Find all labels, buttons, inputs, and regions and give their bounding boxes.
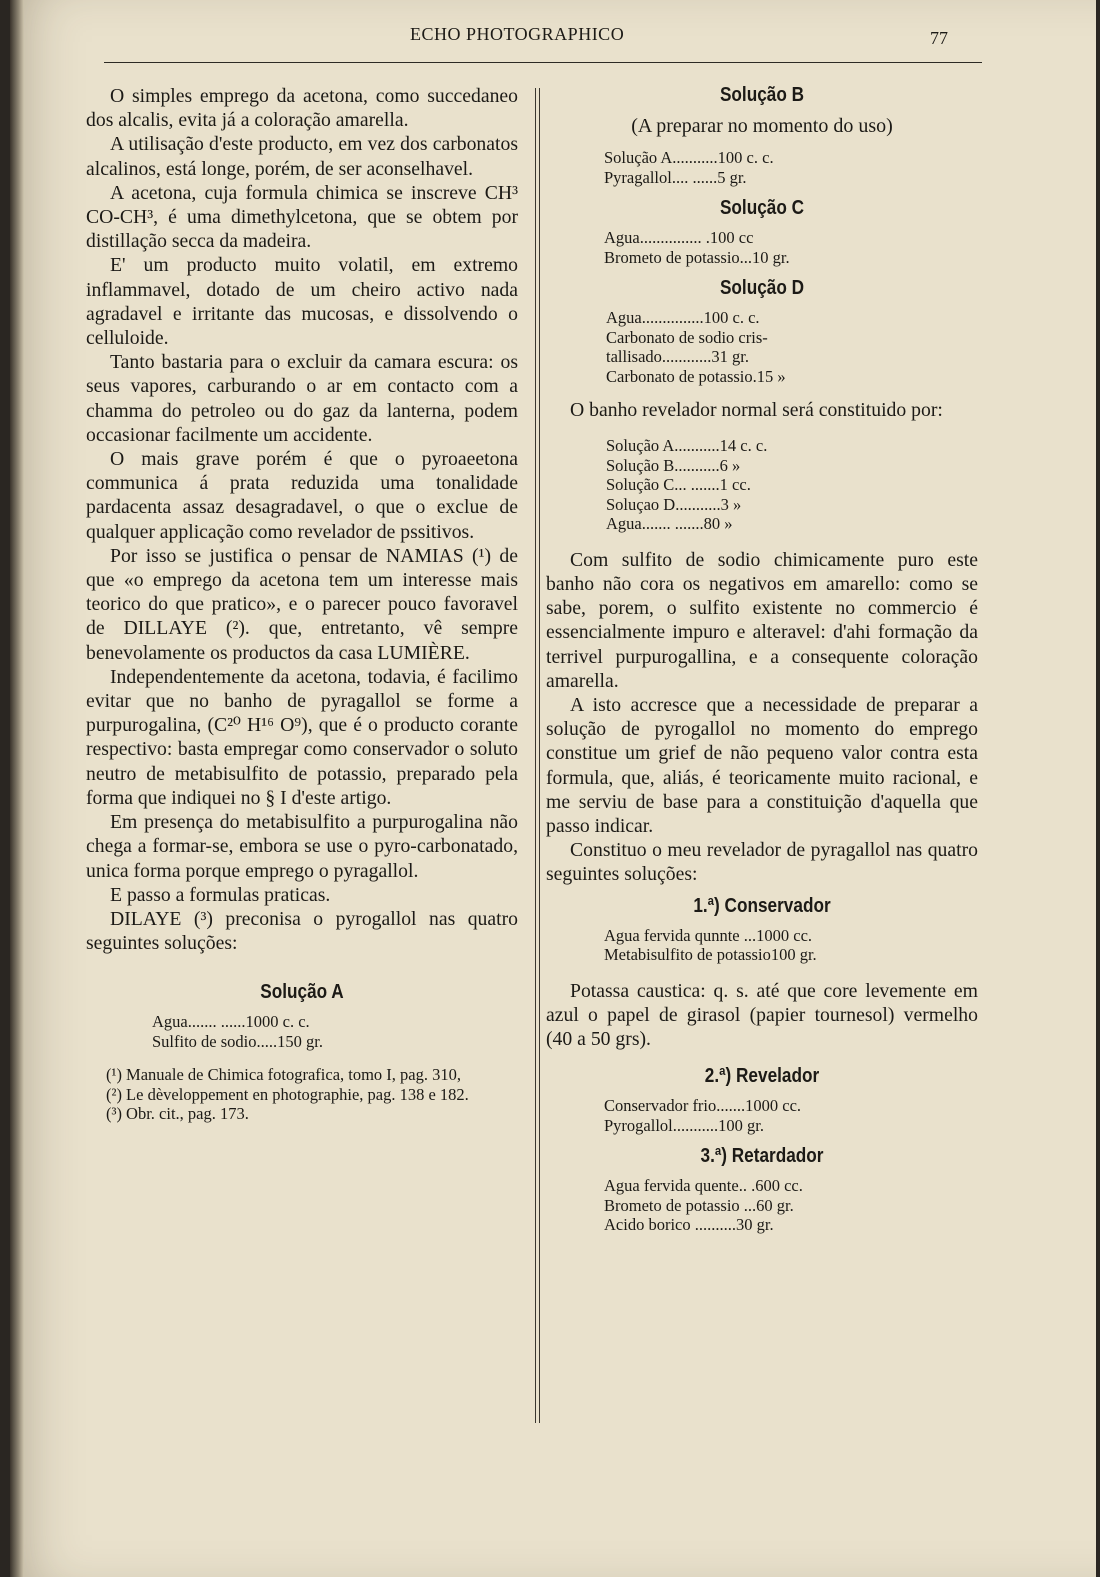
amount: 60 gr. <box>756 1195 794 1215</box>
recipe-row <box>604 248 978 268</box>
footnotes <box>106 1065 518 1124</box>
amount: 5 gr. <box>717 167 747 187</box>
footnote: (³) Obr. cit., pag. 173. <box>106 1104 249 1124</box>
paragraph: O banho revelador normal será constituido por: <box>570 399 943 421</box>
book-page <box>10 0 1096 1577</box>
section-heading: Solução A <box>260 981 344 1004</box>
amount: 80 » <box>703 514 733 534</box>
paragraph: E passo a formulas praticas. <box>110 883 331 906</box>
recipe-row <box>604 1176 978 1196</box>
recipe-row <box>604 1215 978 1235</box>
section-heading: Solução B <box>719 84 805 106</box>
recipe-row <box>606 456 978 476</box>
recipe-row <box>604 1116 978 1136</box>
recipe-solucao-d <box>606 308 978 386</box>
recipe-row <box>604 1196 978 1216</box>
section-heading: 1.ª) Conservador <box>693 894 831 917</box>
recipe-retardador <box>604 1176 978 1235</box>
recipe-row <box>604 1096 978 1116</box>
paragraph: A utilisação d'este producto, em vez dos carbonatos alcalinos, está longe, porém, de ser aconselhavel. <box>86 133 518 180</box>
section-heading: Solução C <box>719 197 805 219</box>
left-column <box>86 84 518 1124</box>
ingredient: Agua fervida qunnte ... <box>604 925 757 945</box>
ingredient: Conservador frio....... <box>604 1096 746 1116</box>
paragraph: A isto accresce que a necessidade de preparar a solução de pyrogallol no momento do emprego constitue um grief de não pequeno valor contra esta formula, que, aliás, é teoricamente muito racional, e me serviu de base para a constituição d'aquella que passo indicar. <box>546 693 978 837</box>
paragraph: O simples emprego da acetona, como succedaneo dos alcalis, evita já a coloração amarella. <box>86 85 518 132</box>
page-number: 77 <box>930 28 948 48</box>
ingredient: Pyrogallol........... <box>604 1115 719 1135</box>
footnote: (¹) Manuale de Chimica fotografica, tomo I, pag. 310, <box>106 1065 461 1085</box>
recipe-row <box>606 308 978 328</box>
amount: 14 c. c. <box>719 436 768 456</box>
recipe-banho <box>606 436 978 534</box>
ingredient: tallisado............ <box>606 347 712 366</box>
amount: 1 cc. <box>719 475 751 495</box>
ingredient: Solução A........... <box>606 436 720 456</box>
amount: 1000 cc. <box>756 925 813 945</box>
ingredient: Solução C... ....... <box>606 475 720 495</box>
ingredient: Agua....... ....... <box>606 514 704 534</box>
ingredient: Metabisulfito de potassio <box>604 945 771 965</box>
paragraph: O mais grave porém é que o pyroaeetona communica á prata reduzida uma tonalidade pardacenta assaz desagradavel, o que o exclue de qualquer applicação como revelador de pssitivos. <box>86 448 518 543</box>
ingredient: Carbonato de potassio. <box>606 366 757 386</box>
paragraph: Potassa caustica: q. s. até que core levemente em azul o papel de girasol (papier tournesol) vermelho (40 a 50 grs). <box>546 979 978 1050</box>
ingredient: Sulfito de sodio..... <box>152 1031 278 1051</box>
ingredient: Soluçao D........... <box>606 494 721 514</box>
recipe-row <box>606 475 978 495</box>
recipe-row <box>606 495 978 515</box>
ingredient: Solução B........... <box>606 455 720 475</box>
amount: 600 cc. <box>755 1176 803 1196</box>
paragraph: Tanto bastaria para o excluir da camara escura: os seus vapores, carburando o ar em contacto com a chamma do petroleo ou do gaz da lanterna, podem occasionar facilmente um accidente. <box>86 351 518 446</box>
right-column <box>546 84 978 1245</box>
ingredient: Agua............... <box>606 308 704 327</box>
recipe-row <box>604 945 978 965</box>
recipe-solucao-a <box>152 1012 518 1051</box>
ingredient: Agua............... . <box>604 228 710 247</box>
ingredient: Agua fervida quente.. . <box>604 1176 756 1196</box>
ingredient: Pyragallol.... ...... <box>604 167 718 187</box>
recipe-conservador <box>604 926 978 965</box>
amount: 10 gr. <box>752 247 790 267</box>
section-subtitle: (A preparar no momento do uso) <box>631 115 893 137</box>
ingredient: Acido borico .......... <box>604 1215 736 1235</box>
recipe-solucao-c <box>604 228 978 267</box>
paragraph: A acetona, cuja formula chimica se inscreve CH³ CO-CH³, é uma dimethylcetona, que se obtem por distillação secca da madeira. <box>86 181 518 253</box>
amount: 31 gr. <box>711 347 749 366</box>
recipe-solucao-b <box>604 148 978 187</box>
recipe-row <box>606 347 978 367</box>
footnote: (²) Le dèveloppement en photographie, pag. 138 e 182. <box>106 1084 469 1104</box>
section-heading: 3.ª) Retardador <box>700 1145 824 1168</box>
page-gutter <box>10 0 24 1577</box>
ingredient: Agua....... ...... <box>152 1012 246 1032</box>
paragraph: Em presença do metabisulfito a purpurogalina não chega a formar-se, embora se use o pyro-carbonatado, unica forma porque emprego o pyragallol. <box>86 811 518 882</box>
paragraph: Independentemente da acetona, todavia, é facilimo evitar que no banho de pyragallol se forme a purpurogalina, (C²⁰ H¹⁶ O⁹), que é o producto corante respectivo: basta empregar como conservador o soluto neutro de metabisulfito de potassio, preparado pela forma que indiquei no § I d'este artigo. <box>86 665 518 809</box>
amount: 100 gr. <box>718 1115 764 1135</box>
ingredient: Brometo de potassio ... <box>604 1195 757 1215</box>
amount: 100 c. c. <box>717 148 774 167</box>
section-heading: Solução D <box>719 277 805 299</box>
recipe-row <box>606 514 978 534</box>
running-head: ECHO PHOTOGRAPHICO <box>410 24 625 44</box>
page-header <box>10 22 1096 46</box>
recipe-row <box>604 148 978 168</box>
amount: 1000 cc. <box>745 1096 802 1116</box>
paragraph: Constituo o meu revelador de pyragallol nas quatro seguintes soluções: <box>546 839 978 886</box>
amount: 100 gr. <box>770 945 817 965</box>
recipe-row <box>152 1012 518 1032</box>
paragraph: Por isso se justifica o pensar de NAMIAS (¹) de que «o emprego da acetona tem um interesse mais teorico do que pratico», e o parecer pouco favoravel de DILLAYE (²). que, entretanto, vê sempre benevolamente os productos da casa LUMIÈRE. <box>86 544 518 664</box>
paragraph: Com sulfito de sodio chimicamente puro este banho não cora os negativos em amarello: como se sabe, porem, o sulfito existente no commercio é essencialmente impuro e alteravel: d'ahi formação da terrivel purpurogallina, e a consequente coloração amarella. <box>546 548 978 692</box>
ingredient: Carbonato de sodio cris- <box>606 327 768 347</box>
recipe-row <box>606 367 978 387</box>
paragraph: DILAYE (³) preconisa o pyrogallol nas quatro seguintes soluções: <box>86 907 518 955</box>
amount: 15 » <box>756 366 786 386</box>
amount: 3 » <box>720 494 742 514</box>
section-heading: 2.ª) Revelador <box>704 1065 820 1088</box>
amount: 100 cc <box>709 228 754 247</box>
amount: 150 gr. <box>277 1031 323 1051</box>
column-divider <box>535 88 540 1423</box>
recipe-row <box>606 436 978 456</box>
amount: 6 » <box>719 455 741 475</box>
recipe-row <box>604 926 978 946</box>
recipe-row <box>604 228 978 248</box>
header-rule <box>104 62 982 63</box>
amount: 30 gr. <box>735 1215 774 1235</box>
recipe-revelador <box>604 1096 978 1135</box>
paragraph: E' um producto muito volatil, em extremo inflammavel, dotado de um cheiro activo nada agradavel e irritante das mucosas, e dissolvendo o celluloide. <box>86 254 518 350</box>
recipe-row <box>606 328 978 348</box>
amount: 1000 c. c. <box>245 1012 310 1032</box>
recipe-row <box>152 1032 518 1052</box>
ingredient: Brometo de potassio... <box>604 247 753 267</box>
ingredient: Solução A........... <box>604 148 718 167</box>
amount: 100 c. c. <box>703 308 760 327</box>
recipe-row <box>604 168 978 188</box>
